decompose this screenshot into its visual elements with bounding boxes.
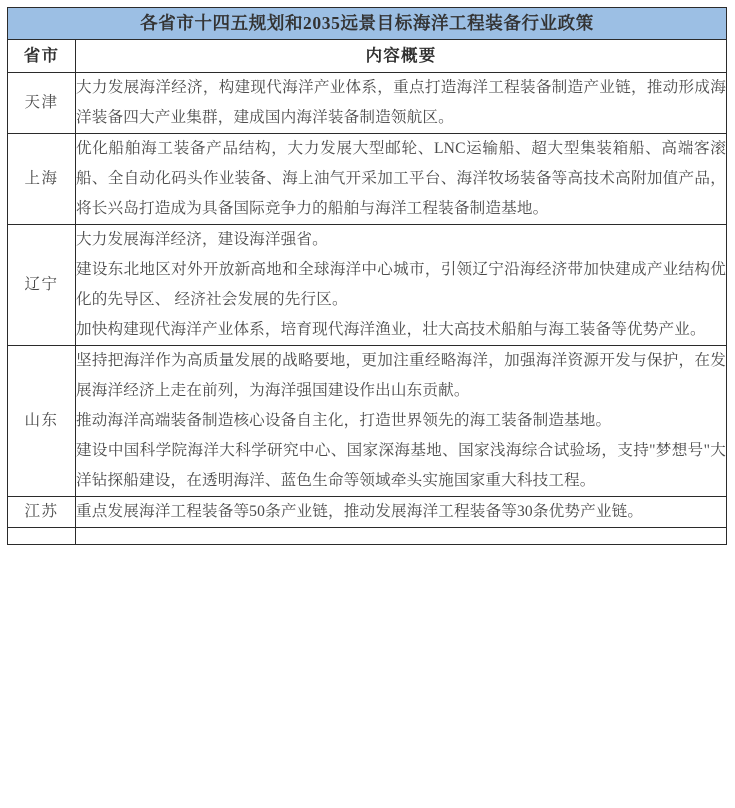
summary-paragraph: 重点发展海洋工程装备等50条产业链，推动发展海洋工程装备等30条优势产业链。	[76, 503, 644, 520]
column-header-summary	[76, 40, 727, 73]
row-province-cell	[8, 497, 76, 528]
table-row	[8, 497, 727, 528]
row-summary-cell	[76, 225, 727, 346]
summary-paragraph: 加快构建现代海洋产业体系，培育现代海洋渔业，壮大高技术船舶与海工装备等优势产业。	[76, 321, 706, 338]
table-title-cell	[8, 8, 727, 40]
row-province-cell	[8, 346, 76, 497]
column-header-province	[8, 40, 76, 73]
row-summary-cell	[76, 346, 727, 497]
province-label: 江苏	[24, 503, 59, 520]
table-row	[8, 134, 727, 225]
province-label: 上海	[24, 170, 59, 187]
row-summary-cell	[76, 73, 727, 134]
row-summary-cell	[76, 134, 727, 225]
summary-paragraph: 优化船舶海工装备产品结构，大力发展大型邮轮、LNC运输船、超大型集装箱船、高端客滚船、全自动化码头作业装备、海上油气开采加工平台、海洋牧场装备等高技术高附加值产品，将长兴岛打造成为具备国际竞争力的船舶与海洋工程装备制造基地。	[76, 140, 726, 217]
column-header-summary-label: 内容概要	[365, 46, 437, 65]
row-province-cell-truncated	[8, 528, 76, 545]
row-province-cell	[8, 225, 76, 346]
row-province-cell	[8, 73, 76, 134]
province-label: 辽宁	[24, 276, 59, 293]
province-label: 天津	[24, 94, 59, 111]
table-title-row	[8, 8, 727, 40]
table-row	[8, 73, 727, 134]
province-label: 山东	[24, 412, 59, 429]
table-row-truncated	[8, 528, 727, 545]
row-summary-cell	[76, 497, 727, 528]
page-title: 各省市十四五规划和2035远景目标海洋工程装备行业政策	[140, 13, 594, 33]
summary-paragraph: 大力发展海洋经济，建设海洋强省。	[76, 231, 328, 248]
table-row	[8, 346, 727, 497]
row-province-cell	[8, 134, 76, 225]
summary-paragraph: 推动海洋高端装备制造核心设备自主化，打造世界领先的海工装备制造基地。	[76, 412, 612, 429]
table-header-row	[8, 40, 727, 73]
summary-paragraph: 建设中国科学院海洋大科学研究中心、国家深海基地、国家浅海综合试验场，支持"梦想号"大洋钻探船建设，在透明海洋、蓝色生命等领域牵头实施国家重大科技工程。	[76, 442, 726, 489]
table-row	[8, 225, 727, 346]
row-summary-cell-truncated	[76, 528, 727, 545]
summary-paragraph: 建设东北地区对外开放新高地和全球海洋中心城市，引领辽宁沿海经济带加快建成产业结构优化的先导区、 经济社会发展的先行区。	[76, 261, 726, 308]
summary-paragraph: 大力发展海洋经济，构建现代海洋产业体系，重点打造海洋工程装备制造产业链，推动形成海洋装备四大产业集群，建成国内海洋装备制造领航区。	[76, 79, 726, 126]
policy-table	[7, 7, 727, 545]
column-header-province-label: 省市	[23, 46, 60, 65]
summary-paragraph: 坚持把海洋作为高质量发展的战略要地，更加注重经略海洋，加强海洋资源开发与保护，在发展海洋经济上走在前列，为海洋强国建设作出山东贡献。	[76, 352, 726, 399]
